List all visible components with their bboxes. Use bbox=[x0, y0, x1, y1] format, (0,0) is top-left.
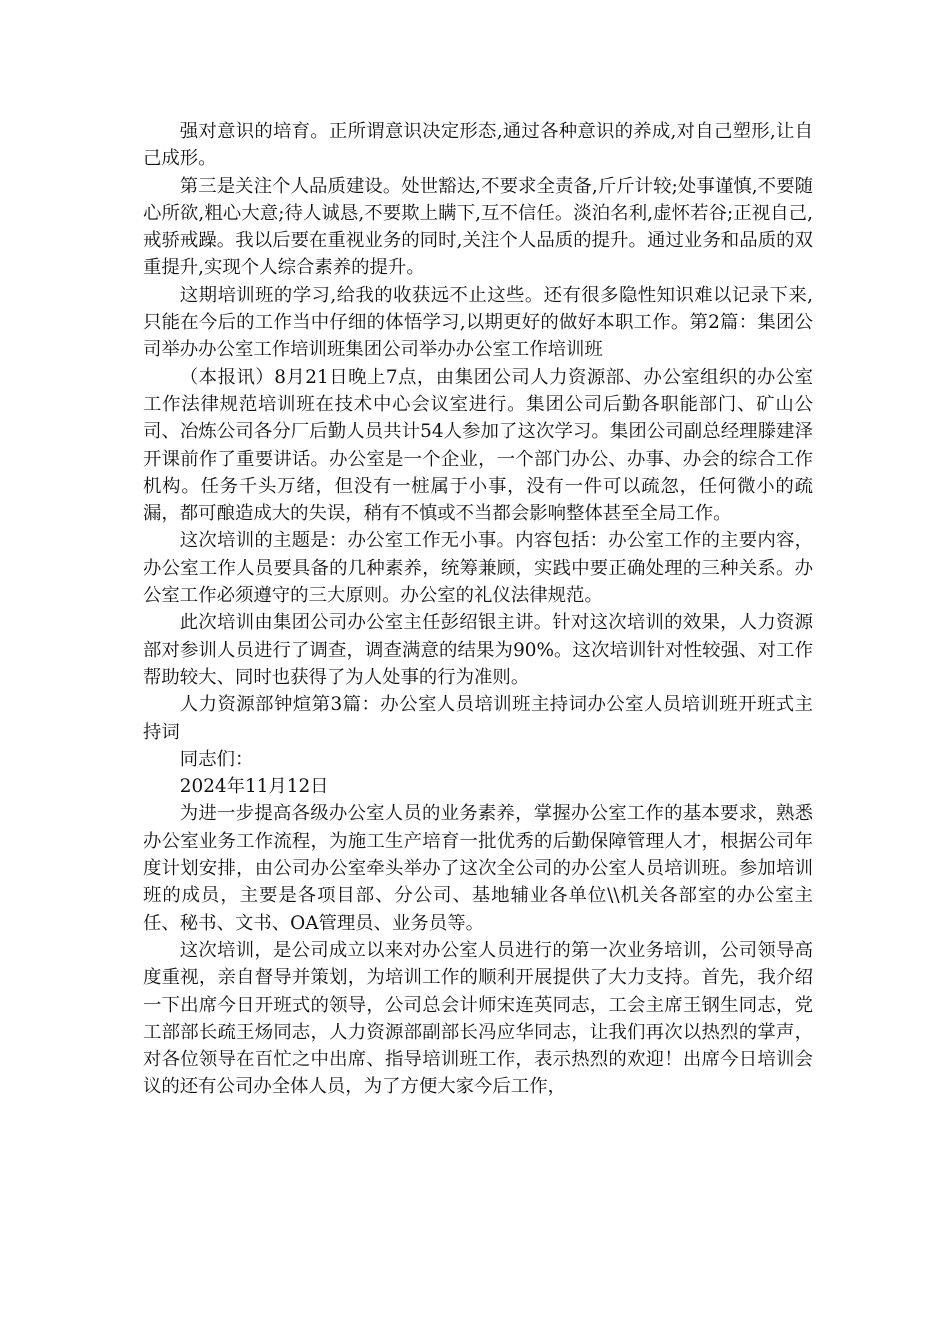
paragraph-11: 这次培训，是公司成立以来对办公室人员进行的第一次业务培训，公司领导高度重视，亲自督导并策划，为培训工作的顺利开展提供了大力支持。首先，我介绍一下出席今日开班式的领导，公司总会计师宋连英同志，工会主席王钢生同志，党工部部长疏王炀同志，人力资源部副部长冯应华同志，让我们再次以热烈的掌声，对各位领导在百忙之中出席、指导培训班工作，表示热烈的欢迎！出席今日培训会议的还有公司办全体人员，为了方便大家今后工作， bbox=[143, 939, 813, 1098]
date-line: 2024年11月12日 bbox=[179, 776, 329, 798]
paragraph-10: 为进一步提高各级办公室人员的业务素养，掌握办公室工作的基本要求，熟悉办公室业务工作流程，为施工生产培育一批优秀的后勤保障管理人才，根据公司年度计划安排，由公司办公室牵头举办了这次全公司的办公室人员培训班。参加培训班的成员，主要是各项目部、分公司、基地辅业各单位\\机关各部室的办公室主任、秘书、文书、OA管理员、业务员等。 bbox=[143, 803, 813, 934]
paragraph-5: 这次培训的主题是：办公室工作无小事。内容包括：办公室工作的主要内容，办公室工作人员要具备的几种素养，统筹兼顾，实践中要正确处理的三种关系。办公室工作必须遵守的三大原则。办公室的礼仪法律规范。 bbox=[143, 530, 813, 607]
paragraph-2: 第三是关注个人品质建设。处世豁达,不要求全责备,斤斤计较;处事谨慎,不要随心所欲,粗心大意;待人诚恳,不要欺上瞒下,互不信任。淡泊名利,虚怀若谷;正视自己,戒骄戒躁。我以后要在重视业务的同时,关注个人品质的提升。通过业务和品质的双重提升,实现个人综合素养的提升。 bbox=[143, 175, 813, 279]
paragraph-6: 此次培训由集团公司办公室主任彭绍银主讲。针对这次培训的效果，人力资源部对参训人员进行了调查，调查满意的结果为90%。这次培训针对性较强、对工作帮助较大、同时也获得了为人处事的行为准则。 bbox=[143, 612, 813, 688]
document-body bbox=[143, 118, 813, 1101]
paragraph-7: 人力资源部钟煊第3篇：办公室人员培训班主持词办公室人员培训班开班式主持词 bbox=[143, 694, 813, 743]
salutation: 同志们： bbox=[179, 748, 254, 770]
paragraph-4: （本报讯）8月21日晚上7点，由集团公司人力资源部、办公室组织的办公室工作法律规范培训班在技术中心会议室进行。集团公司后勤各职能部门、矿山公司、冶炼公司各分厂后勤人员共计54人参加了这次学习。集团公司副总经理滕建泽开课前作了重要讲话。办公室是一个企业，一个部门办公、办事、办会的综合工作机构。任务千头万绪，但没有一桩属于小事，没有一件可以疏忽，任何微小的疏漏，都可酿造成大的失误，稍有不慎或不当都会影响整体甚至全局工作。 bbox=[143, 366, 813, 525]
paragraph-3: 这期培训班的学习,给我的收获远不止这些。还有很多隐性知识难以记录下来,只能在今后的工作当中仔细的体悟学习,以期更好的做好本职工作。第2篇：集团公司举办办公室工作培训班集团公司举办办公室工作培训班 bbox=[143, 284, 813, 361]
paragraph-1: 强对意识的培育。正所谓意识决定形态,通过各种意识的养成,对自己塑形,让自己成形。 bbox=[143, 121, 813, 170]
